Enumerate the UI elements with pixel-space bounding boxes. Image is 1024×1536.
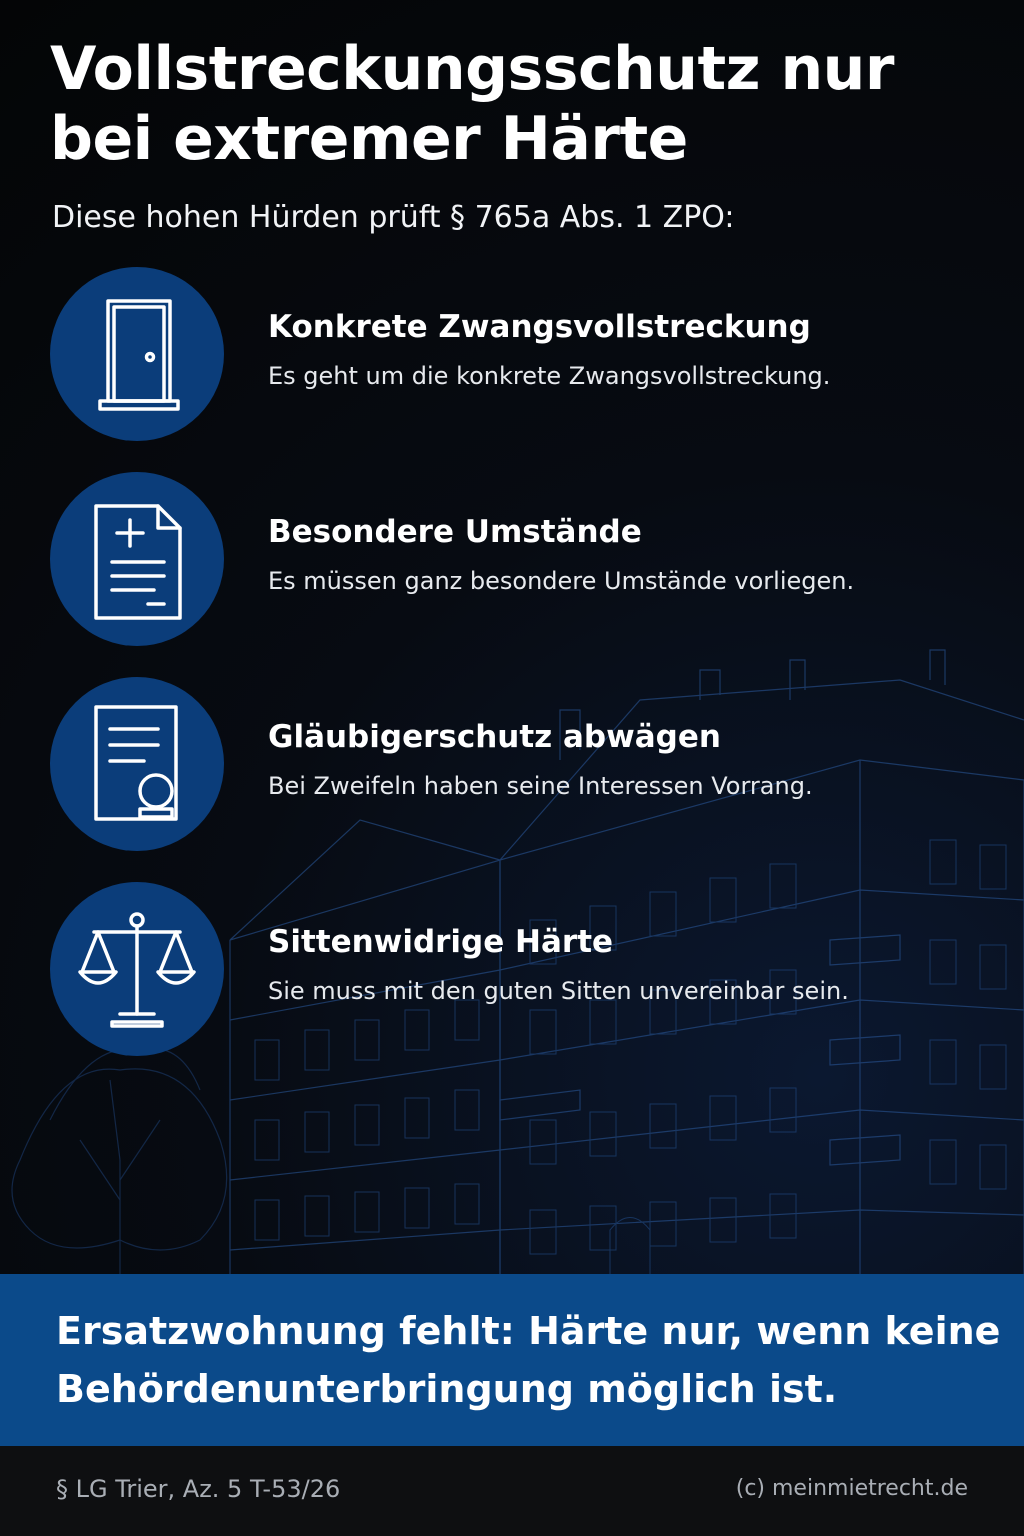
certificate-document-icon [50, 677, 224, 851]
conclusion-banner [0, 1274, 1024, 1446]
banner-text [56, 1302, 1001, 1418]
door-icon [50, 267, 224, 441]
title-line-1: Vollstreckungsschutz nur [50, 34, 894, 104]
criterion-item-sittenwidrige-haerte [50, 882, 970, 1058]
footer [0, 1446, 1024, 1536]
scales-icon [50, 882, 224, 1056]
criterion-item-besondere-umstaende [50, 472, 970, 648]
banner-line-2: Behördenunterbringung möglich ist. [56, 1367, 838, 1411]
criterion-title: Konkrete Zwangsvollstreckung [268, 309, 811, 345]
criterion-description: Es geht um die konkrete Zwangsvollstreckung. [268, 362, 831, 390]
page-title [50, 34, 950, 174]
criterion-item-glaeubigerschutz [50, 677, 970, 853]
criterion-item-zwangsvollstreckung [50, 267, 970, 443]
page-subtitle: Diese hohen Hürden prüft § 765a Abs. 1 ZPO: [52, 200, 735, 235]
footer-source: § LG Trier, Az. 5 T-53/26 [56, 1475, 341, 1503]
criterion-description: Bei Zweifeln haben seine Interessen Vorrang. [268, 772, 813, 800]
criterion-title: Besondere Umstände [268, 514, 642, 550]
criterion-description: Sie muss mit den guten Sitten unvereinbar sein. [268, 977, 849, 1005]
medical-document-icon [50, 472, 224, 646]
title-line-2: bei extremer Härte [50, 104, 688, 174]
criterion-description: Es müssen ganz besondere Umstände vorliegen. [268, 567, 855, 595]
footer-copyright: (c) meinmietrecht.de [735, 1476, 968, 1501]
banner-line-1: Ersatzwohnung fehlt: Härte nur, wenn keine [56, 1309, 1001, 1353]
criterion-title: Gläubigerschutz abwägen [268, 719, 721, 755]
criterion-title: Sittenwidrige Härte [268, 924, 614, 960]
